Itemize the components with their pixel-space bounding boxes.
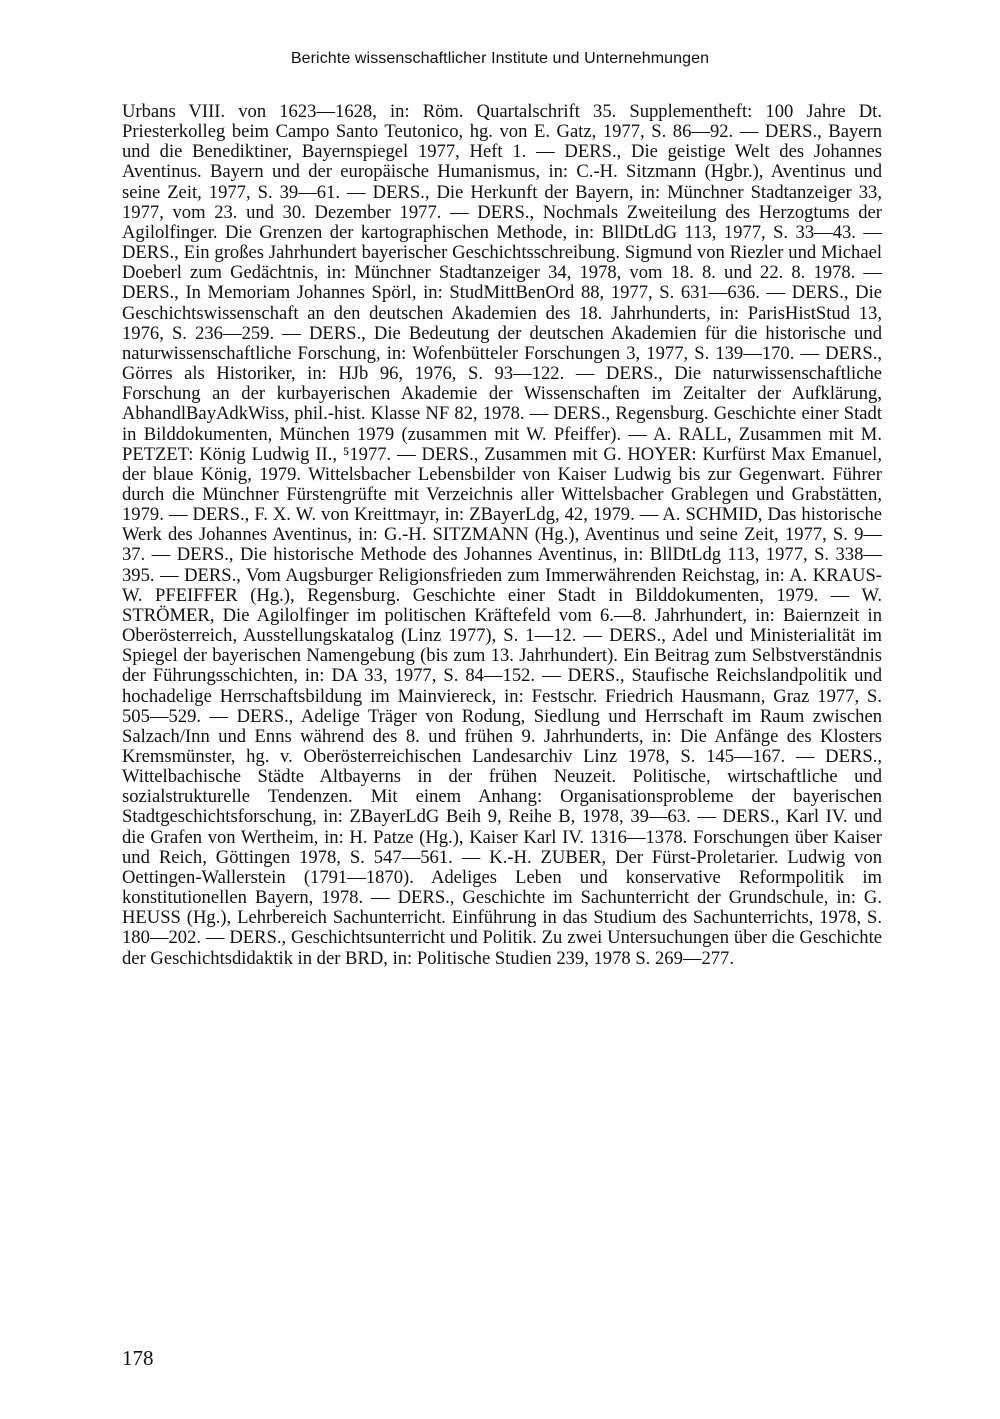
bibliography-text: Urbans VIII. von 1623—1628, in: Röm. Quartalschrift 35. Supplementheft: 100 Jahre Dt. Priesterkolleg beim Campo Santo Teutonico, hg. von E. Gatz, 1977, S. 86—92. — DERS., Bayern und die Benediktiner, Bayernspiegel 1977, Heft 1. — DERS., Die geistige Welt des Johannes Aventinus. Bayern und der europäische Humanismus, in: C.-H. Sitzmann (Hgbr.), Aventinus und seine Zeit, 1977, S. 39—61. — DERS., Die Herkunft der Bayern, in: Münchner Stadtanzeiger 33, 1977, vom 23. und 30. Dezember 1977. — DERS., Nochmals Zweiteilung des Herzogtums der Agilolfinger. Die Grenzen der kartographischen Methode, in: BllDtLdG 113, 1977, S. 33—43. — DERS., Ein großes Jahrhundert bayerischer Geschichtsschreibung. Sigmund von Riezler und Michael Doeberl zum Gedächtnis, in: Münchner Stadtanzeiger 34, 1978, vom 18. 8. und 22. 8. 1978. — DERS., In Memoriam Johannes Spörl, in: StudMittBenOrd 88, 1977, S. 631—636. — DERS., Die Geschichtswissenschaft an den deutschen Akademien des 18. Jahrhunderts, in: ParisHistStud 13, 1976, S. 236—259. — DERS., Die Bedeutung der deutschen Akademien für die historische und naturwissenschaftliche Forschung, in: Wofenbütteler Forschungen 3, 1977, S. 139—170. — DERS., Görres als Historiker, in: HJb 96, 1976, S. 93—122. — DERS., Die naturwissenschaftliche Forschung an der kurbayerischen Akademie der Wissenschaften im Zeitalter der Aufklärung, AbhandlBayAdkWiss, phil.-hist. Klasse NF 82, 1978. — DERS., Regensburg. Geschichte einer Stadt in Bilddokumenten, München 1979 (zusammen mit W. Pfeiffer). — A. RALL, Zusammen mit M. PETZET: König Ludwig II., ⁵1977. — DERS., Zusammen mit G. HOYER: Kurfürst Max Emanuel, der blaue König, 1979. Wittelsbacher Lebensbilder von Kaiser Ludwig bis zur Gegenwart. Führer durch die Münchner Fürstengrüfte mit Verzeichnis aller Wittelsbacher Grablegen und Grabstätten, 1979. — DERS., F. X. W. von Kreittmayr, in: ZBayerLdg, 42, 1979. — A. SCHMID, Das historische Werk des Johannes Aventinus, in: G.-H. SITZMANN (Hg.), Aventinus und seine Zeit, 1977, S. 9—37. — DERS., Die historische Methode des Johannes Aventinus, in: BllDtLdg 113, 1977, S. 338—395. — DERS., Vom Augsburger Religionsfrieden zum Immerwährenden Reichstag, in: A. KRAUS-W. PFEIFFER (Hg.), Regensburg. Geschichte einer Stadt in Bilddokumenten, 1979. — W. STRÖMER, Die Agilolfinger im politischen Kräftefeld vom 6.—8. Jahrhundert, in: Baiernzeit in Oberösterreich, Ausstellungskatalog (Linz 1977), S. 1—12. — DERS., Adel und Ministerialität im Spiegel der bayerischen Namengebung (bis zum 13. Jahrhundert). Ein Beitrag zum Selbstverständnis der Führungsschichten, in: DA 33, 1977, S. 84—152. — DERS., Staufische Reichslandpolitik und hochadelige Herrschaftsbildung im Mainviereck, in: Festschr. Friedrich Hausmann, Graz 1977, S. 505—529. — DERS., Adelige Träger von Rodung, Siedlung und Herrschaft im Raum zwischen Salzach/Inn und Enns während des 8. und frühen 9. Jahrhunderts, in: Die Anfänge des Klosters Kremsmünster, hg. v. Oberösterreichischen Landesarchiv Linz 1978, S. 145—167. — DERS., Wittelbachische Städte Altbayerns in der frühen Neuzeit. Politische, wirtschaftliche und sozialstrukturelle Tendenzen. Mit einem Anhang: Organisationsprobleme der bayerischen Stadtgeschichtsforschung, in: ZBayerLdG Beih 9, Reihe B, 1978, 39—63. — DERS., Karl IV. und die Grafen von Wertheim, in: H. Patze (Hg.), Kaiser Karl IV. 1316—1378. Forschungen über Kaiser und Reich, Göttingen 1978, S. 547—561. — K.-H. ZUBER, Der Fürst-Proletarier. Ludwig von Oettingen-Wallerstein (1791—1870). Adeliges Leben und konservative Reformpolitik im konstitutionellen Bayern, 1978. — DERS., Geschichte im Sachunterricht der Grundschule, in: G. HEUSS (Hg.), Lehrbereich Sachunterricht. Einführung in das Studium des Sachunterrichts, 1978, S. 180—202. — DERS., Geschichtsunterricht und Politik. Zu zwei Untersuchungen über die Geschichte der Geschichtsdidaktik in der BRD, in: Politische Studien 239, 1978 S. 269—277. xyxy=(122,101,882,969)
running-header: Berichte wissenschaftlicher Institute und Unternehmungen xyxy=(290,50,710,67)
page-number: 178 xyxy=(122,1346,154,1370)
